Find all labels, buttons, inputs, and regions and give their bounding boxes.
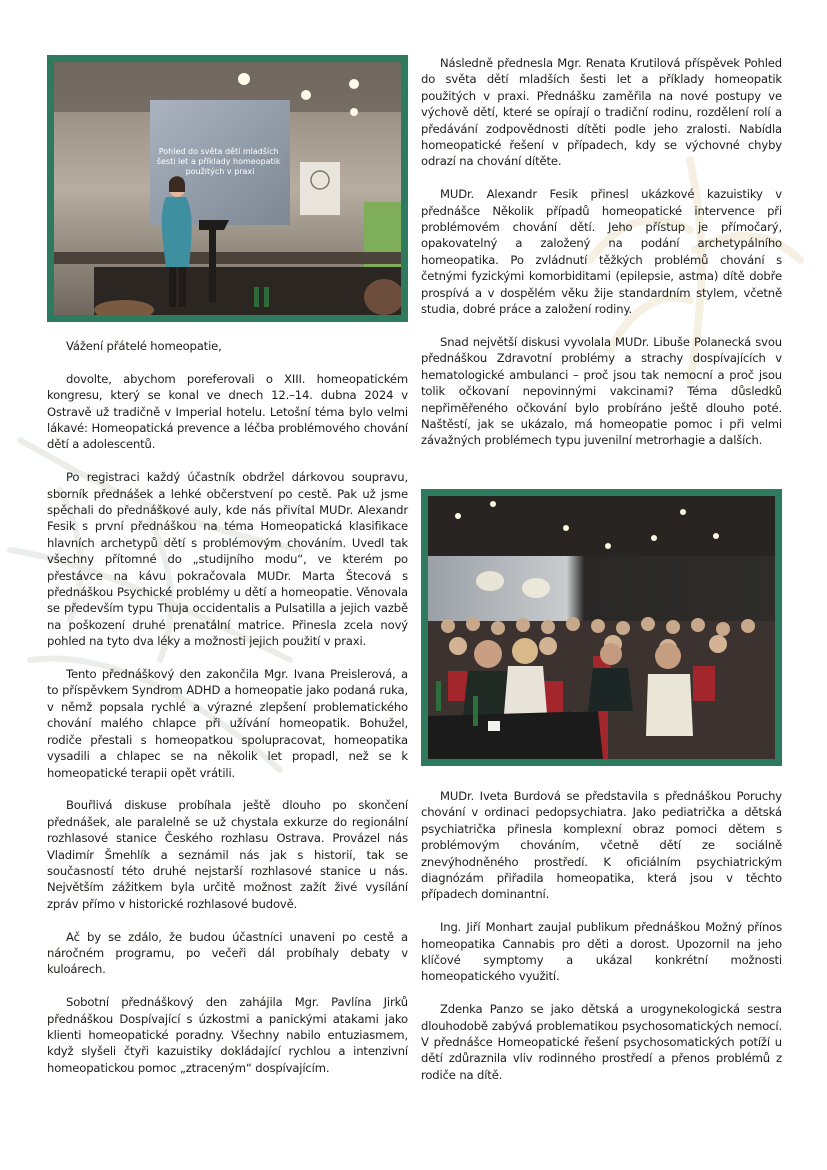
photo-speaker-image — [54, 62, 401, 315]
paragraph-polanecka: Snad největší diskusi vyvolala MUDr. Libuše Polanecká svou přednáškou Zdravotní problémy a strachy dospívajících v hematologické ambulanci – proč jsou tak nemocní a proč jsou tolik očkovaní nepovinnými vakcinami? Téma důsledků nepřiměřeného očkování bylo probíráno ještě dlouho poté. Naštěstí, jak se ukázalo, má homeopatie pomoc i při velmi závažných problémech typu juvenilní metrorhagie a dalších. — [421, 334, 782, 448]
photo-audience — [428, 496, 775, 759]
photo-frame-speaker — [47, 55, 408, 322]
paragraph-krutilova: Následně přednesla Mgr. Renata Krutilová příspěvek Pohled do světa dětí mladších šesti let a příklady homeopatik použitých v praxi. Přednášku zaměřila na nové postupy ve výchově dětí, které se opírají o tradiční rodinu, rozdělení rolí a předávání zodpovědnosti dítěti podle jeho zralosti. Nabídla homeopatické řešení v případech, kdy se výchovné chyby odrazí na chování dítěte. — [421, 56, 782, 169]
paragraph-panzo: Zdenka Panzo se jako dětská a urogynekologická sestra dlouhodobě zabývá problematikou psychosomatických nemocí. V přednášce Homeopatické řešení psychosomatických potíží u dětí zdůraznila vliv rodinného prostředí a přenos problémů z rodiče na dítě. — [421, 1002, 782, 1082]
paragraph-registration: Po registraci každý účastník obdržel dárkovou soupravu, sborník přednášek a lehké občerstvení po cestě. Pak už jsme spěchali do přednáškové auly, kde nás přivítal MUDr. Alexandr Fesik s první přednáškou na téma Homeopatická klasifikace hlavních archetypů dětí s problémovým chováním. Uvedl tak všechny přítomné do „studijního modu“, ve kterém po přestávce na kávu pokračovala MUDr. Marta Štecová s přednáškou Psychické problémy u dětí a homeopatie. Věnovala se především typu Thuja occidentalis a Pulsatilla a jejich vazbě na poškození druhé prenatální matrice. Přinesla zcela nový pohled na tyto dva léky a možnosti jejich použití v praxi. — [47, 470, 408, 649]
paragraph-fesik: MUDr. Alexandr Fesik přinesl ukázkové kazuistiky v přednášce Několik případů homeopatické intervence při problémovém chování dětí. Jeho přístup je přímočarý, opakovatelný a založený na podání archetypálního homeopatika. Po zvládnutí těžkých problémů chování s četnými fyzickými komorbiditami (epilepsie, astma) dítě dobře prospívá a v dospělém věku žije standardním stylem, včetně studia, dobré práce a založení rodiny. — [421, 187, 782, 317]
article-right-column-top — [421, 55, 782, 465]
photo-speaker — [54, 62, 401, 315]
article-right-column-bottom — [421, 788, 782, 1100]
paragraph-monhart: Ing. Jiří Monhart zaujal publikum přednáškou Možný přínos homeopatika Cannabis pro děti a dorost. Upozornil na jeho klíčové symptomy a ukázal konkrétní možnosti homeopatického využití. — [421, 920, 782, 984]
paragraph-preislerova: Tento přednáškový den zakončila Mgr. Ivana Preislerová, a to příspěvkem Syndrom ADHD a homeopatie jako podaná ruka, v němž popsala rychlé a výrazné zlepšení problematického chování malého chlapce při užívání homeopatik. Bohužel, rodiče přestali s homeopatkou spolupracovat, homeopatika vysadili a chlapec se na několik let propadl, než se k homeopatické terapii opět vrátili. — [47, 667, 408, 780]
greeting: Vážení přátelé homeopatie, — [66, 339, 222, 353]
photo-frame-audience — [421, 489, 782, 766]
photo-audience-image — [428, 496, 775, 759]
paragraph-intro: dovolte, abychom poreferovali o XIII. homeopatickém kongresu, který se konal ve dnech 12.–14. dubna 2024 v Ostravě už tradičně v Imperial hotelu. Letošní téma bylo velmi lákavé: Homeopatická prevence a léčba problémového chování dětí a adolescentů. — [47, 371, 408, 452]
paragraph-evening: Ač by se zdálo, že budou účastníci unaveni po cestě a náročném programu, po večeři dál probíhaly debaty v kuloárech. — [47, 929, 408, 977]
paragraph-radio-excursion: Bouřlivá diskuse probíhala ještě dlouho po skončení přednášek, ale paralelně se už chystala exkurze do regionální rozhlasové stanice Českého rozhlasu Ostrava. Provázel nás Vladimír Šmehlík a seznámil nás jak s historií, tak se současností této druhé nejstarší rozhlasové stanice u nás. Největším zážitkem byla určitě možnost zažít živé vysílání zpráv přímo v historické rozhlasové budově. — [47, 798, 408, 911]
article-left-column — [47, 338, 408, 1093]
projection-screen-text: Pohled do světa dětí mladších šesti let a příklady homeopatik použitých v praxi — [156, 147, 281, 176]
paragraph-saturday: Sobotní přednáškový den zahájila Mgr. Pavlína Jirků přednáškou Dospívající s úzkostmi a panickými atakami jako klienti homeopatické poradny. Všechny nabilo entuziasmem, když slyšeli čtyři kazuistiky dokládající rychlou a intenzivní homeopatickou pomoc „ztraceným“ dospívajícím. — [47, 995, 408, 1075]
paragraph-burdova: MUDr. Iveta Burdová se představila s přednáškou Poruchy chování v ordinaci pedopsychiatra. Jako pediatrička a dětská psychiatrička přinesla komplexní obraz pomoci dětem s problémovým chováním, včetně dětí ze sociálně znevýhodněného prostředí. K oficiálním psychiatrickým diagnózám přiřadila homeopatika, která jsou v těchto případech dominantní. — [421, 789, 782, 902]
